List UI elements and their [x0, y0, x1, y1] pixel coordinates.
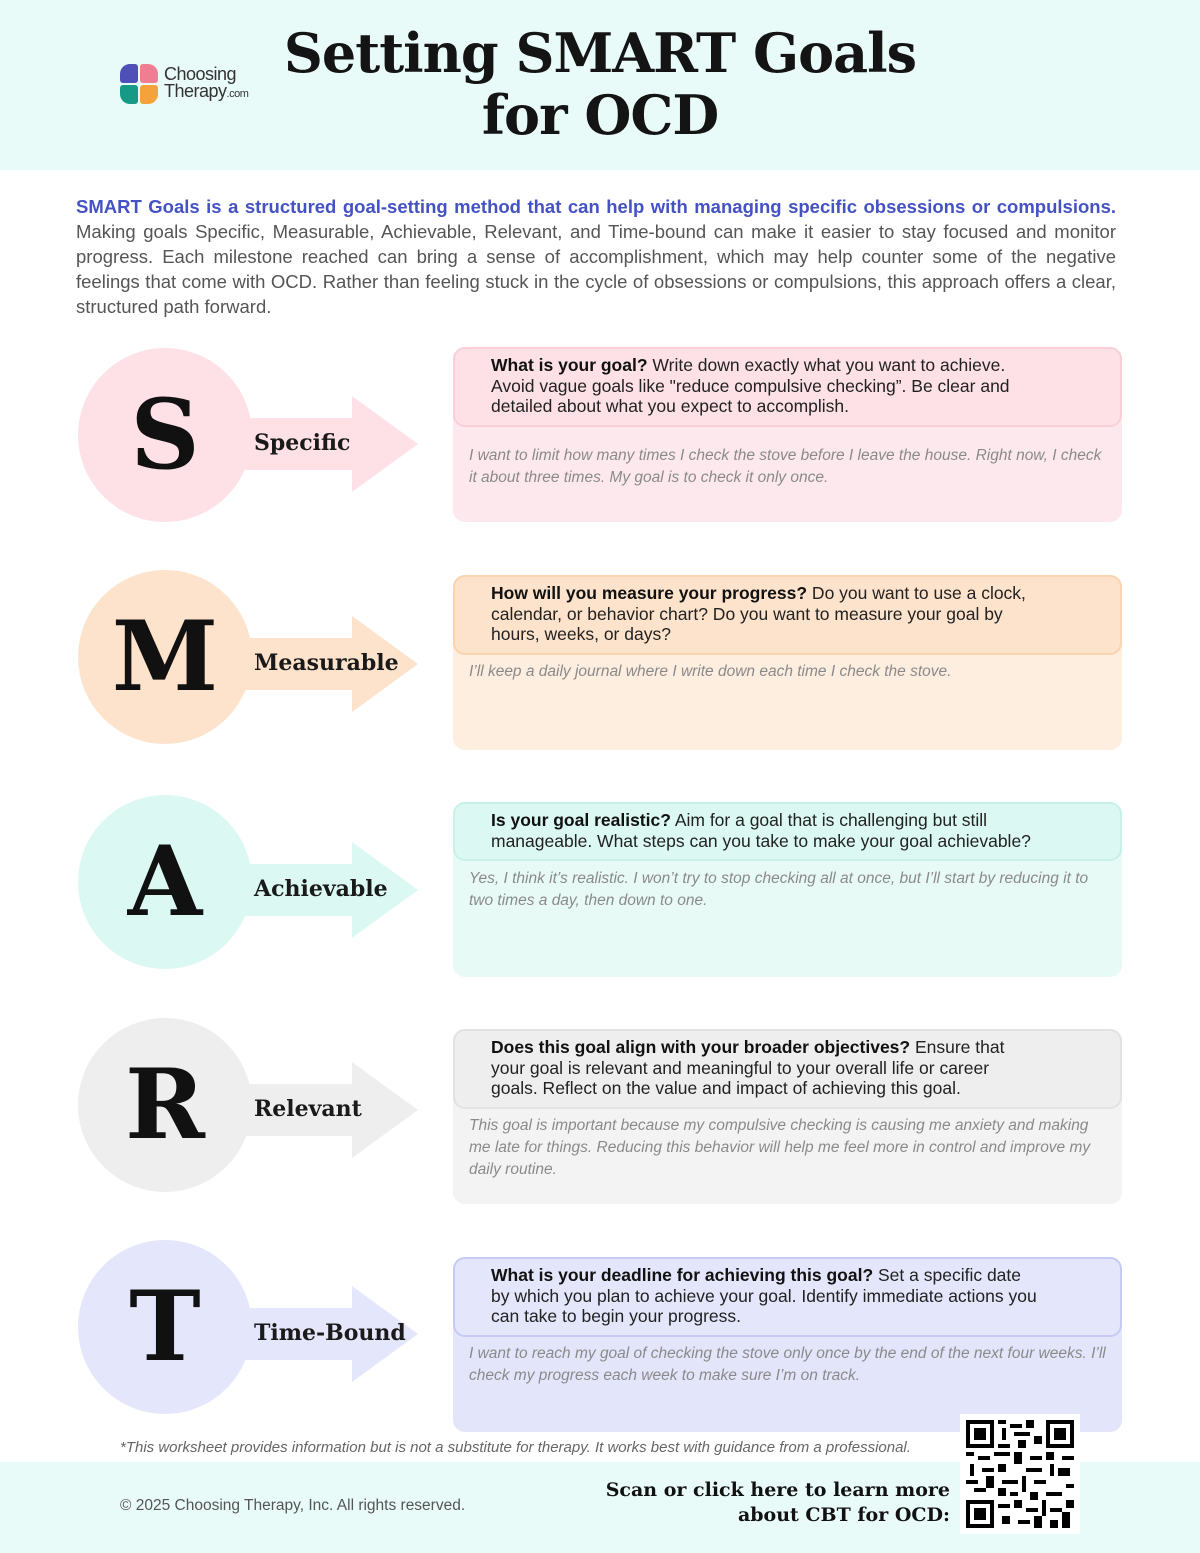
- step-card: [453, 1029, 1122, 1204]
- example-answer[interactable]: I want to limit how many times I check the stove before I leave the house. Right now, I check it about three times. My goal is to check it only once.: [469, 447, 1102, 486]
- step-letter: T: [129, 1270, 201, 1383]
- step-letter: R: [125, 1048, 205, 1161]
- step-card: [453, 802, 1122, 977]
- step-card: [453, 1257, 1122, 1432]
- step-card: [453, 575, 1122, 750]
- logo-line-2: Therapy: [164, 80, 227, 101]
- question-bold: What is your goal?: [491, 355, 648, 375]
- learn-more-link[interactable]: [560, 1478, 950, 1528]
- step-letter: M: [111, 600, 219, 713]
- question-bold: Is your goal realistic?: [491, 810, 671, 830]
- example-answer[interactable]: I want to reach my goal of checking the stove only once by the end of the next four weeks. I’ll check my progress each week to make sure I’m on track.: [469, 1345, 1106, 1384]
- step-question: [453, 575, 1122, 655]
- question-text: Write down exactly what you want to achieve. Avoid vague goals like "reduce compulsive checking”. Be clear and detailed about what you expect to accomplish.: [491, 355, 1010, 416]
- logo-line-1: Choosing: [164, 63, 237, 84]
- qr-code-icon[interactable]: [960, 1414, 1080, 1534]
- question-bold: What is your deadline for achieving this goal?: [491, 1265, 874, 1285]
- question-text: Set a specific date by which you plan to achieve your goal. Identify immediate actions you can take to begin your progress.: [491, 1265, 1037, 1326]
- title-line-2: for OCD: [481, 83, 719, 147]
- intro-body: Making goals Specific, Measurable, Achievable, Relevant, and Time-bound can make it easier to stay focused and monitor progress. Each milestone reached can bring a sense of accomplishment, which may help counter some of the negative feelings that come with OCD. Rather than feeling stuck in the cycle of obsessions or compulsions, this approach offers a clear, structured path forward.: [76, 221, 1116, 317]
- step-card: [453, 347, 1122, 522]
- question-text: Do you want to use a clock, calendar, or behavior chart? Do you want to measure your goal by hours, weeks, or days?: [491, 583, 1026, 644]
- logo-mark-icon: [120, 64, 158, 104]
- step-letter: A: [127, 825, 203, 938]
- choosing-therapy-logo[interactable]: [120, 64, 248, 104]
- copyright: © 2025 Choosing Therapy, Inc. All rights reserved.: [120, 1497, 466, 1514]
- step-word: Relevant: [254, 1096, 362, 1122]
- title-line-1: Setting SMART Goals: [283, 21, 917, 85]
- step-word: Achievable: [254, 876, 388, 902]
- logo-suffix: .com: [226, 87, 249, 100]
- header: [0, 0, 1200, 170]
- question-bold: Does this goal align with your broader objectives?: [491, 1037, 911, 1057]
- cta-line-2: about CBT for OCD:: [737, 1504, 950, 1526]
- step-word: Specific: [254, 430, 351, 456]
- cta-line-1: Scan or click here to learn more: [605, 1479, 950, 1501]
- logo-text: [164, 63, 249, 103]
- example-answer[interactable]: This goal is important because my compulsive checking is causing me anxiety and making me late for things. Reducing this behavior will help me feel more in control and improve my daily routine.: [469, 1117, 1091, 1178]
- step-question: [453, 347, 1122, 427]
- question-bold: How will you measure your progress?: [491, 583, 808, 603]
- step-question: [453, 1029, 1122, 1109]
- disclaimer: *This worksheet provides information but is not a substitute for therapy. It works best with guidance from a professional.: [120, 1439, 911, 1456]
- step-word: Time-Bound: [254, 1320, 406, 1346]
- step-letter: S: [130, 378, 200, 491]
- step-word: Measurable: [254, 650, 399, 676]
- question-text: Aim for a goal that is challenging but still manageable. What steps can you take to make your goal achievable?: [491, 810, 1031, 851]
- question-text: Ensure that your goal is relevant and meaningful to your overall life or career goals. Reflect on the value and impact of achieving this goal.: [491, 1037, 1005, 1098]
- example-answer[interactable]: I’ll keep a daily journal where I write down each time I check the stove.: [469, 663, 952, 680]
- intro-lead: SMART Goals is a structured goal-setting method that can help with managing specific obsessions or compulsions.: [76, 196, 1116, 217]
- step-question: [453, 802, 1122, 861]
- example-answer[interactable]: Yes, I think it’s realistic. I won’t try to stop checking all at once, but I’ll start by reducing it to two times a day, then down to one.: [469, 870, 1089, 909]
- intro-paragraph: [76, 194, 1116, 319]
- page-title: [250, 22, 950, 146]
- step-question: [453, 1257, 1122, 1337]
